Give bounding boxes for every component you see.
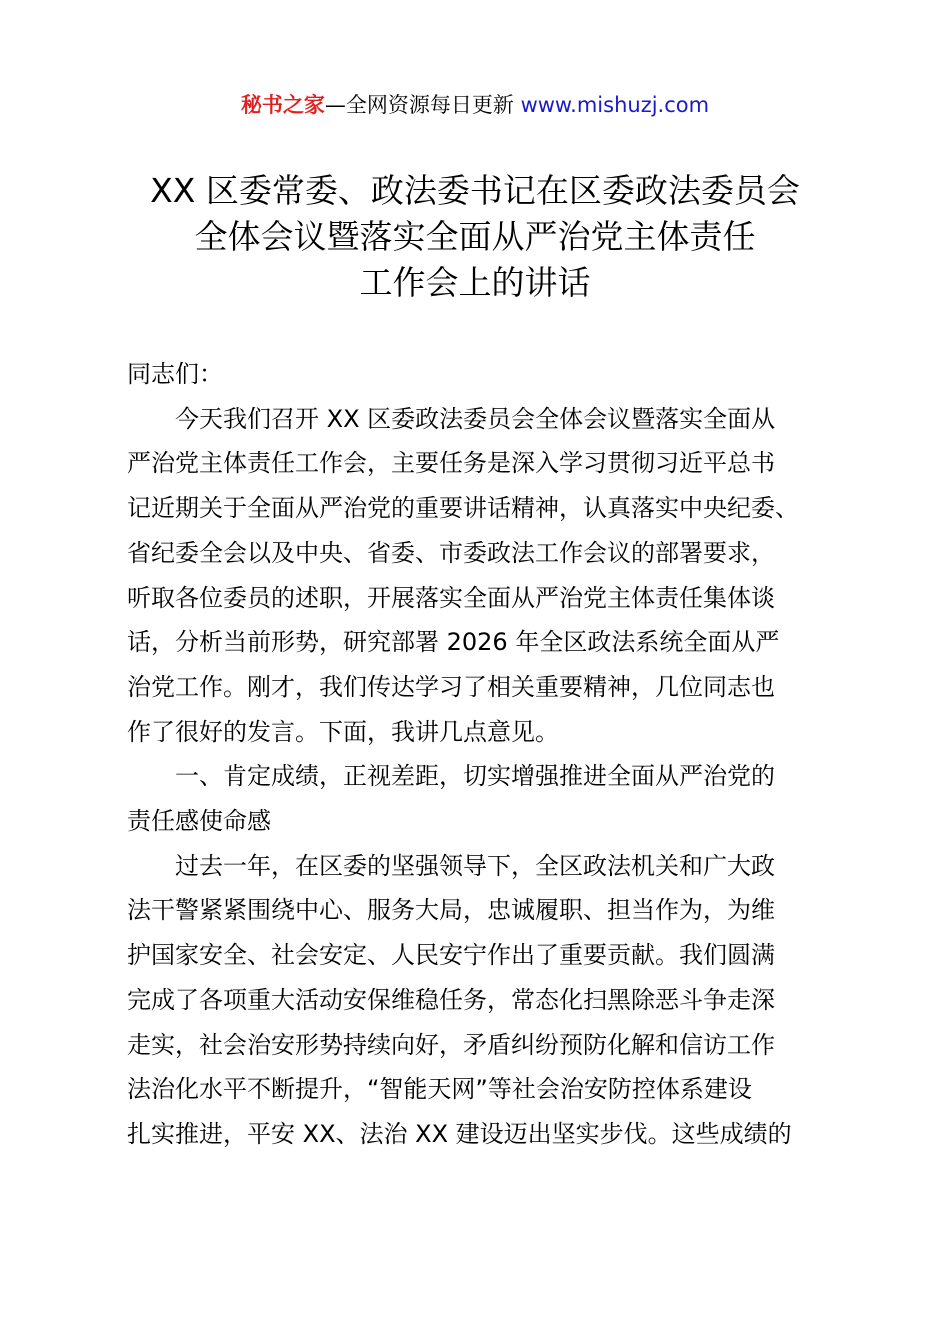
paragraph-achievements xyxy=(127,844,837,1157)
text-line: 法治化水平不断提升，“智能天网”等社会治安防控体系建设 xyxy=(127,1075,752,1104)
title-line: XX 区委常委、政法委书记在区委政法委员会 xyxy=(150,171,800,210)
site-brand: 秘书之家 xyxy=(240,93,325,117)
text-line: 护国家安全、社会安定、人民安宁作出了重要贡献。我们圆满 xyxy=(127,941,775,970)
text-line: 治党工作。刚才，我们传达学习了相关重要精神，几位同志也 xyxy=(127,672,775,701)
text-line: 记近期关于全面从严治党的重要讲话精神，认真落实中央纪委、 xyxy=(127,494,799,523)
site-url-link[interactable]: www.mishuzj.com xyxy=(520,93,710,117)
paragraph-intro xyxy=(127,397,837,755)
text-line: 责任感使命感 xyxy=(127,807,271,836)
title-line: 全体会议暨落实全面从严治党主体责任 xyxy=(194,217,756,256)
title-line: 工作会上的讲话 xyxy=(359,263,591,302)
text-line: 扎实推进，平安 XX、法治 XX 建设迈出坚实步伐。这些成绩的 xyxy=(127,1119,792,1148)
section-heading-1 xyxy=(127,754,837,843)
site-tagline: —全网资源每日更新 xyxy=(324,93,514,117)
text-line: 话，分析当前形势，研究部署 2026 年全区政法系统全面从严 xyxy=(127,628,780,657)
document-title xyxy=(0,168,950,306)
document-body xyxy=(127,352,837,1157)
text-line: 作了很好的发言。下面，我讲几点意见。 xyxy=(127,717,559,746)
text-line: 完成了各项重大活动安保维稳任务，常态化扫黑除恶斗争走深 xyxy=(127,985,775,1014)
text-line: 严治党主体责任工作会，主要任务是深入学习贯彻习近平总书 xyxy=(127,449,775,478)
text-line: 过去一年，在区委的坚强领导下，全区政法机关和广大政 xyxy=(175,851,775,880)
salutation xyxy=(127,352,837,397)
text-line: 听取各位委员的述职，开展落实全面从严治党主体责任集体谈 xyxy=(127,583,775,612)
text-line: 走实，社会治安形势持续向好，矛盾纠纷预防化解和信访工作 xyxy=(127,1030,775,1059)
text-line: 一、肯定成绩，正视差距，切实增强推进全面从严治党的 xyxy=(175,762,775,791)
text-line: 法干警紧紧围绕中心、服务大局，忠诚履职、担当作为，为维 xyxy=(127,896,775,925)
text-line: 同志们： xyxy=(127,360,223,388)
text-line: 省纪委全会以及中央、省委、市委政法工作会议的部署要求， xyxy=(127,538,775,567)
site-header xyxy=(0,90,950,120)
text-line: 今天我们召开 XX 区委政法委员会全体会议暨落实全面从 xyxy=(175,404,776,433)
